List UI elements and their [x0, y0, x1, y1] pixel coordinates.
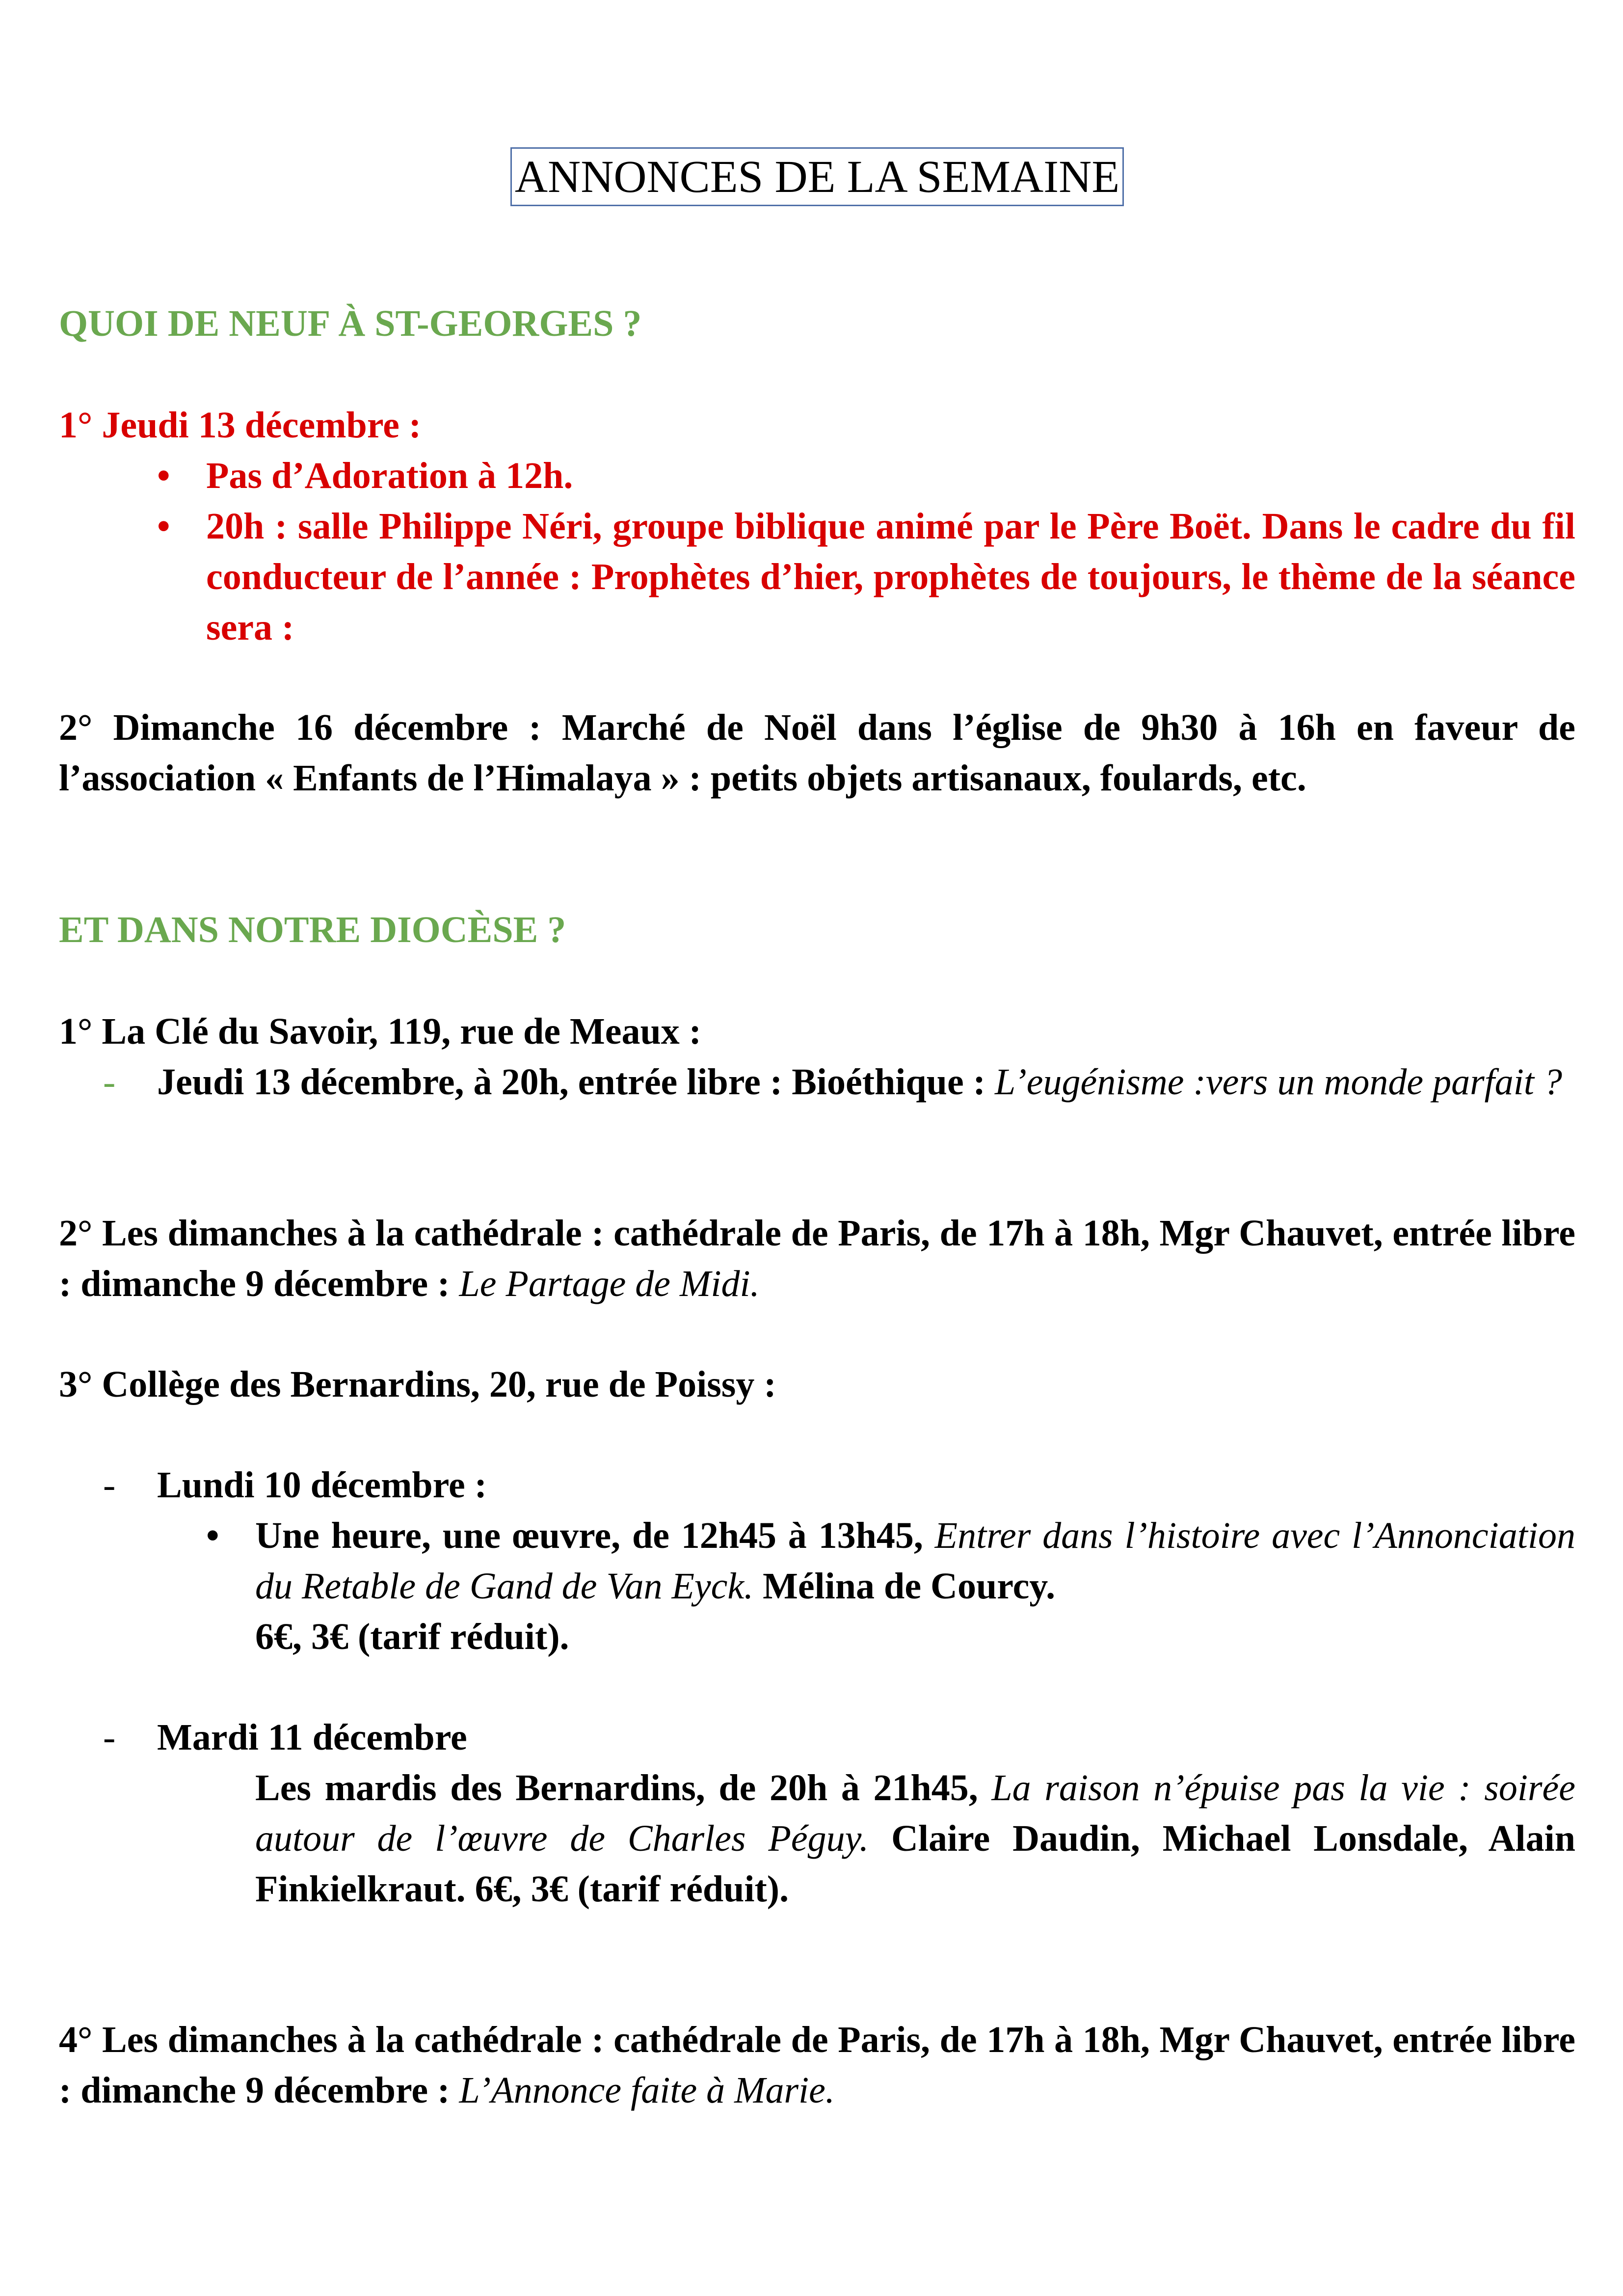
- diocese-item-3-label: 3° Collège des Bernardins, 20, rue de Poissy :: [59, 1364, 776, 1405]
- diocese-item-1-sub: [103, 1057, 1575, 1107]
- dash-marker: -: [103, 1464, 116, 1506]
- bullet-dot-icon: •: [157, 455, 170, 496]
- diocese-item-3-mardi-body: [255, 1763, 1575, 1915]
- bullet-text: 20h : salle Philippe Néri, groupe biblique animé par le Père Boët. Dans le cadre du fil conducteur de l’année : Prophètes d’hier, prophètes de toujours, le thème de la séance sera :: [206, 506, 1575, 648]
- title-container: [59, 147, 1575, 206]
- st-georges-item-1-label: 1° Jeudi 13 décembre :: [59, 405, 422, 446]
- lundi-label-text: Lundi 10 décembre :: [157, 1464, 487, 1506]
- sub-bold-text: Jeudi 13 décembre, à 20h, entrée libre : Bioéthique :: [157, 1061, 995, 1103]
- sub-italic-text: L’eugénisme :vers un monde parfait ?: [995, 1061, 1562, 1103]
- section-heading-st-georges: QUOI DE NEUF À ST-GEORGES ?: [59, 303, 642, 344]
- item-bold-text: 2° Les dimanches à la cathédrale : cathédrale de Paris, de 17h à 18h, Mgr Chauvet, entrée libre : dimanche 9 décembre :: [59, 1213, 1575, 1304]
- bullet-dot-icon: •: [157, 506, 170, 547]
- st-georges-item-2: 2° Dimanche 16 décembre : Marché de Noël dans l’église de 9h30 à 16h en faveur de l’association « Enfants de l’Himalaya » : petits objets artisanaux, foulards, etc.: [59, 707, 1575, 799]
- mardi-label-text: Mardi 11 décembre: [157, 1717, 467, 1758]
- lundi-italic-text: Entrer dans l’histoire avec l’Annonciation du Retable de Gand de Van Eyck.: [255, 1515, 1575, 1607]
- mardi-italic-text: La raison n’épuise pas la vie : soirée autour de l’œuvre de Charles Péguy.: [255, 1767, 1576, 1859]
- st-georges-item-1-bullet-1: [157, 451, 1575, 501]
- lundi-bold-text: Une heure, une œuvre, de 12h45 à 13h45,: [255, 1515, 935, 1556]
- diocese-item-4: [59, 2015, 1575, 2116]
- document-page: [59, 0, 1575, 2296]
- diocese-item-2: [59, 1208, 1575, 1309]
- item-bold-text: 4° Les dimanches à la cathédrale : cathédrale de Paris, de 17h à 18h, Mgr Chauvet, entrée libre : dimanche 9 décembre :: [59, 2019, 1575, 2111]
- dash-marker: -: [103, 1061, 116, 1103]
- lundi-bold-text-2: Mélina de Courcy.: [753, 1566, 1056, 1607]
- diocese-item-3-mardi-label: [103, 1712, 1575, 1763]
- st-georges-item-1-bullet-2: [157, 501, 1575, 653]
- diocese-item-3-lundi-label: [103, 1460, 1575, 1511]
- bullet-text: Pas d’Adoration à 12h.: [206, 455, 573, 496]
- bullet-dot-icon: •: [206, 1515, 219, 1556]
- mardi-bold-text-2: Claire Daudin, Michael Lonsdale, Alain Finkielkraut. 6€, 3€ (tarif réduit).: [255, 1818, 1575, 1910]
- item-italic-text: Le Partage de Midi.: [459, 1263, 760, 1304]
- diocese-item-3-lundi-bullet: [206, 1511, 1575, 1612]
- dash-marker: -: [103, 1717, 116, 1758]
- item-italic-text: L’Annonce faite à Marie.: [459, 2070, 835, 2111]
- diocese-item-1-label: 1° La Clé du Savoir, 119, rue de Meaux :: [59, 1011, 702, 1052]
- diocese-item-3-lundi-price: 6€, 3€ (tarif réduit).: [255, 1616, 569, 1657]
- section-heading-diocese: ET DANS NOTRE DIOCÈSE ?: [59, 909, 566, 950]
- page-title: ANNONCES DE LA SEMAINE: [510, 147, 1124, 206]
- mardi-bold-text: Les mardis des Bernardins, de 20h à 21h45,: [255, 1767, 992, 1809]
